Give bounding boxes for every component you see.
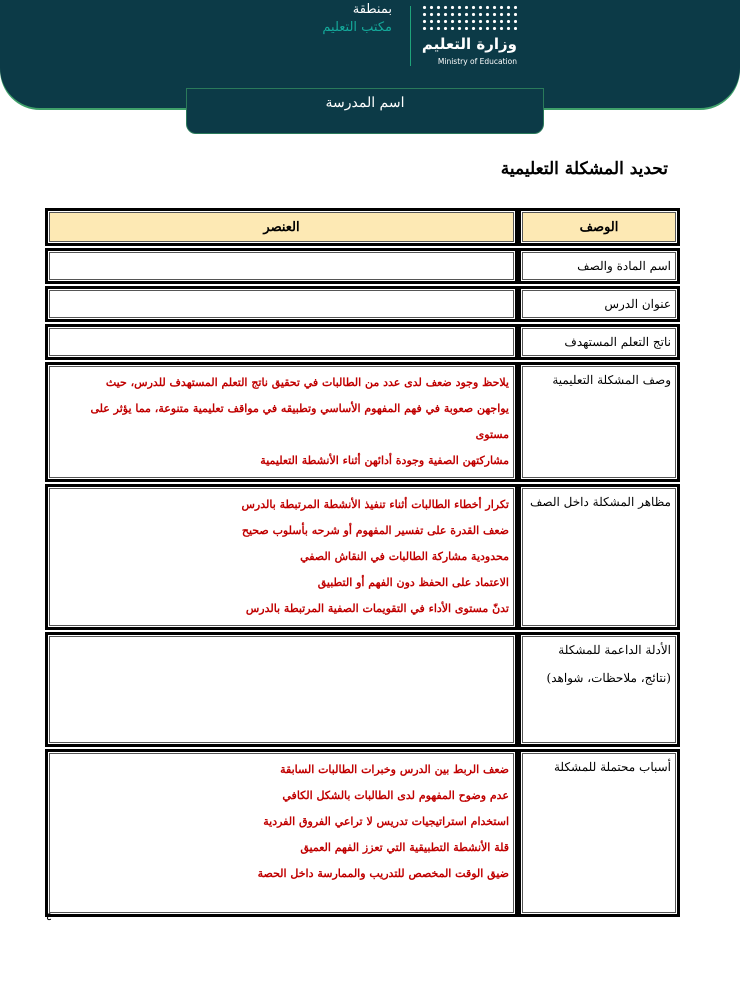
content-line: ضيق الوقت المخصص للتدريب والممارسة داخل الحصة [257,867,509,880]
row-content-cell[interactable] [45,632,518,747]
row-label: وصف المشكلة التعليمية [552,373,671,387]
content-line: استخدام استراتيجيات تدريس لا تراعي الفروق الفردية [263,815,509,828]
row-label-cell [518,362,680,482]
content-line: الاعتماد على الحفظ دون الفهم أو التطبيق [317,576,509,589]
logo-divider [410,6,411,66]
page-number: ٤ [46,910,52,923]
row-label: مظاهر المشكلة داخل الصف [530,495,671,509]
row-content-cell[interactable] [45,286,518,322]
table-row [45,248,680,284]
content-line: ضعف القدرة على تفسير المفهوم أو شرحه بأسلوب صحيح [241,524,509,537]
region-label: بمنطقة [352,2,392,17]
row-label-cell [518,484,680,630]
ministry-name-en: Ministry of Education [437,57,517,66]
table-row [45,749,680,917]
row-content-cell[interactable] [45,484,518,630]
school-name-field: اسم المدرسة [186,88,544,134]
content-line: تكرار أخطاء الطالبات أثناء تنفيذ الأنشطة المرتبطة بالدرس [241,498,509,511]
table-row [45,632,680,747]
office-label: مكتب التعليم [322,20,392,35]
content-line: قلة الأنشطة التطبيقية التي تعزز الفهم العميق [300,841,509,854]
row-sublabel: (نتائج، ملاحظات، شواهد) [546,671,671,685]
row-label-cell [518,286,680,322]
row-label: أسباب محتملة للمشكلة [553,760,671,774]
content-line: مشاركتهن الصفية وجودة أدائهن أثناء الأنشطة التعليمية [260,454,509,467]
table-row [45,324,680,360]
row-content-cell[interactable] [45,749,518,917]
ministry-logo-icon [421,4,517,30]
content-line: محدودية مشاركة الطالبات في النقاش الصفي [300,550,509,563]
page-title: تحديد المشكلة التعليمية [500,159,668,179]
content-line: تدنّ مستوى الأداء في التقويمات الصفية المرتبطة بالدرس [245,602,509,615]
row-label-cell [518,632,680,747]
content-line: ضعف الربط بين الدرس وخبرات الطالبات السابقة [280,763,509,776]
table-row [45,286,680,322]
row-content-cell[interactable] [45,362,518,482]
row-label-cell [518,248,680,284]
row-label-cell [518,749,680,917]
table-row [45,362,680,482]
header-description: الوصف [518,208,680,246]
row-content-cell[interactable] [45,324,518,360]
row-label: الأدلة الداعمة للمشكلة [558,643,671,657]
table-row [45,484,680,630]
content-line: يلاحظ وجود ضعف لدى عدد من الطالبات في تحقيق ناتج التعلم المستهدف للدرس، حيث [105,376,509,389]
ministry-name-ar: وزارة التعليم [421,35,517,53]
header-element: العنصر [45,208,518,246]
row-content-cell[interactable] [45,248,518,284]
content-line: يواجهن صعوبة في فهم المفهوم الأساسي وتطبيقه في مواقف تعليمية متنوعة، مما يؤثر على مستوى [90,402,509,441]
row-label: عنوان الدرس [604,297,671,311]
row-label-cell [518,324,680,360]
content-line: عدم وضوح المفهوم لدى الطالبات بالشكل الكافي [282,789,509,802]
table-header-row [45,208,680,246]
row-label: اسم المادة والصف [577,259,671,273]
problem-table [45,208,680,919]
row-label: ناتج التعلم المستهدف [564,335,671,349]
